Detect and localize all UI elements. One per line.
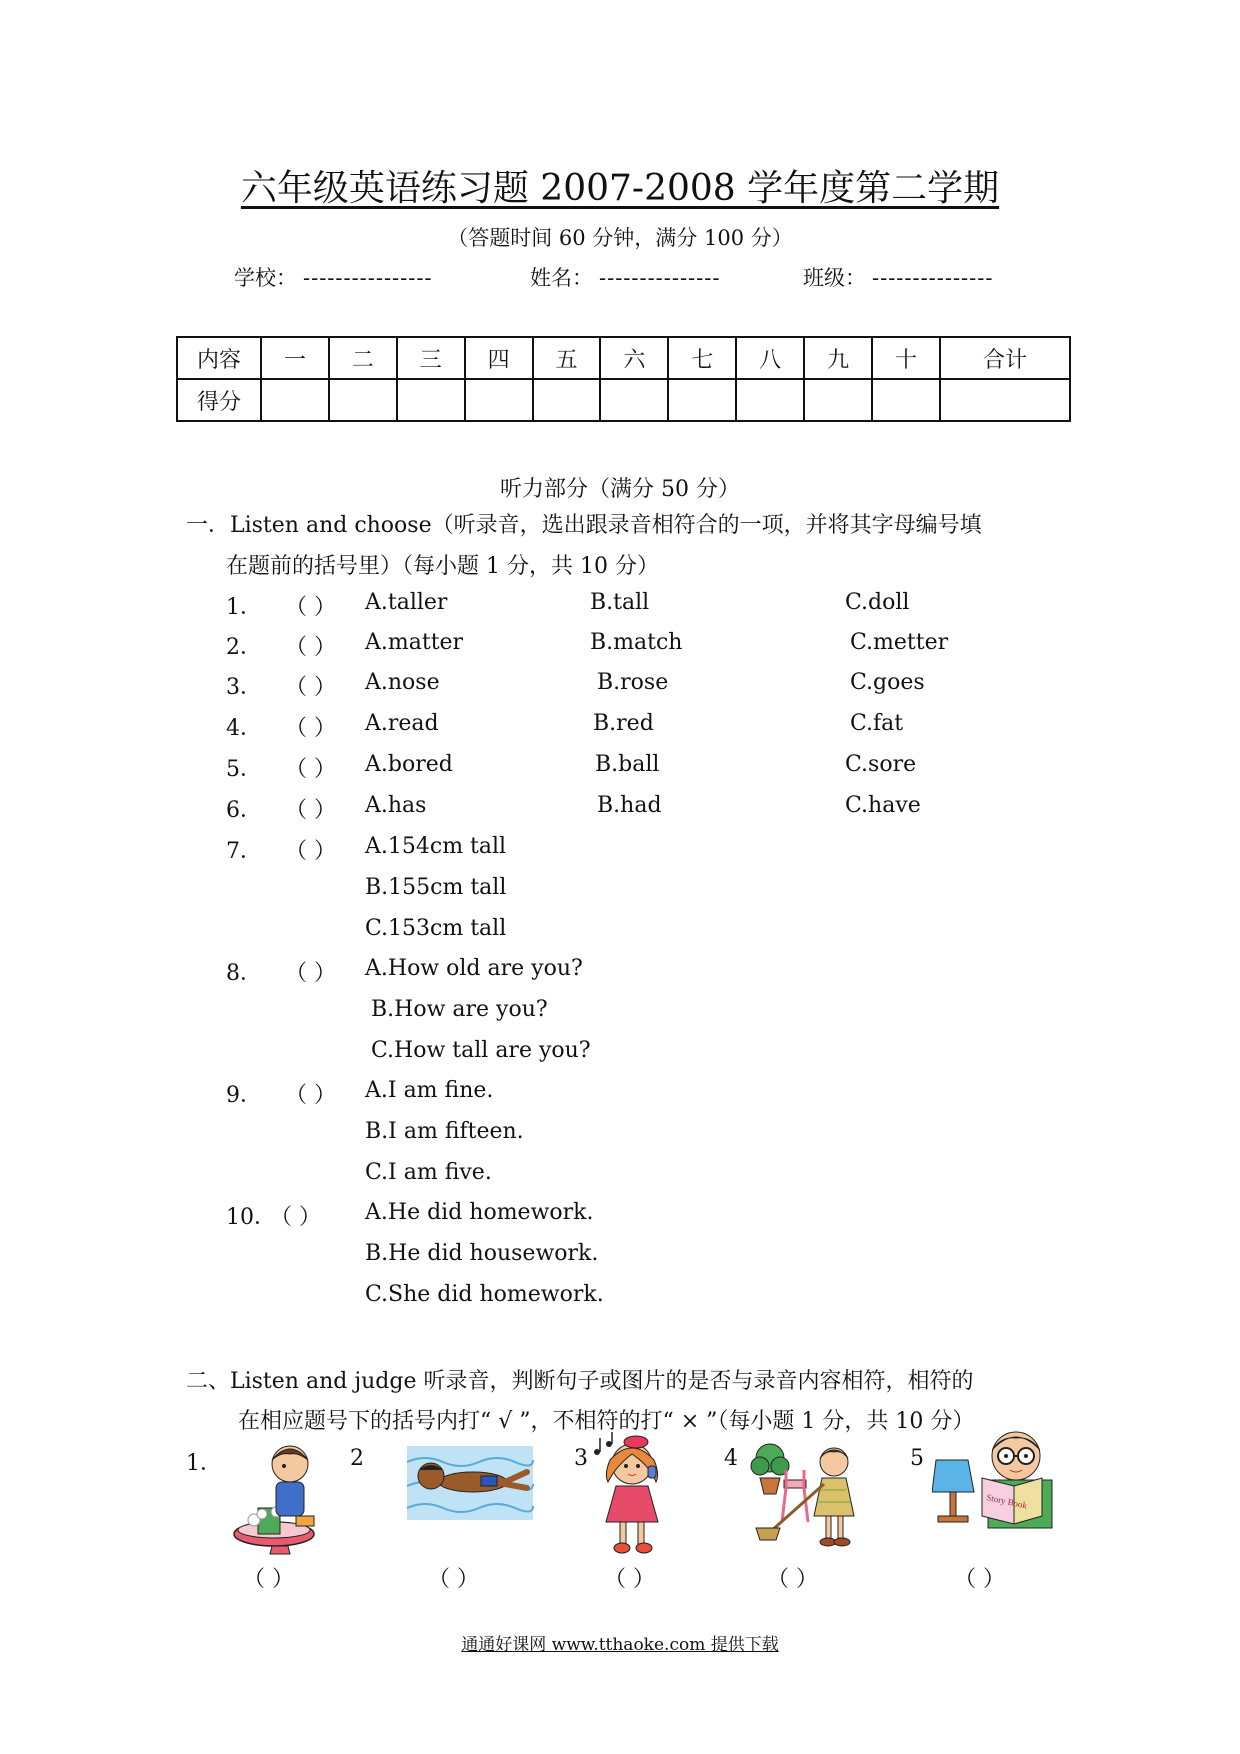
girl-listening-music-icon (586, 1430, 676, 1558)
answer-bracket[interactable]: （ ） (285, 675, 336, 700)
answer-bracket[interactable]: （ ） (285, 798, 336, 823)
picture-answer-bracket[interactable]: （ ） (243, 1567, 294, 1592)
score-header-cell: 一 (261, 337, 329, 379)
option-c: C.fat (850, 711, 904, 736)
score-table (176, 336, 1071, 422)
answer-bracket[interactable]: （ ） (285, 635, 336, 660)
score-header-cell: 七 (668, 337, 736, 379)
score-cell[interactable] (872, 379, 940, 421)
answer-bracket[interactable]: （ ） (285, 595, 336, 620)
question-number: 2． (226, 635, 262, 660)
question-number: 7． (226, 839, 262, 864)
option-c: C.have (845, 793, 921, 818)
exam-subtitle: （答题时间 60 分钟，满分 100 分） (447, 226, 793, 250)
picture-number: 4 (724, 1446, 738, 1471)
option-b: B.155cm tall (365, 875, 507, 900)
option-b: B.red (593, 711, 654, 736)
picture-number: 3 (574, 1446, 588, 1471)
option-a: A.I am fine. (365, 1078, 494, 1103)
answer-bracket[interactable]: （ ） (285, 961, 336, 986)
question-number: 8． (226, 961, 262, 986)
section2-instruction-line1: 二、Listen and judge 听录音，判断句子或图片的是否与录音内容相符，相符的 (186, 1369, 974, 1394)
score-header-cell: 五 (533, 337, 601, 379)
option-b: B.match (590, 630, 683, 655)
listening-section-title: 听力部分（满分 50 分） (500, 477, 740, 502)
option-c: C.sore (845, 752, 917, 777)
question-number: 1． (226, 595, 262, 620)
score-table-score-row (177, 379, 1070, 421)
option-c: C.goes (850, 670, 925, 695)
score-cell[interactable] (736, 379, 804, 421)
option-b: B.He did housework. (365, 1241, 599, 1266)
score-header-cell: 九 (804, 337, 872, 379)
picture-number: 5 (910, 1446, 924, 1471)
boy-washing-clothes-icon (232, 1438, 324, 1556)
option-b: B.I am fifteen. (365, 1119, 524, 1144)
score-cell[interactable] (397, 379, 465, 421)
answer-bracket[interactable]: （ ） (285, 757, 336, 782)
answer-bracket[interactable]: （ ） (285, 716, 336, 741)
picture-number: 2 (350, 1446, 364, 1471)
option-b: B.had (597, 793, 662, 818)
answer-bracket[interactable]: （ ） (285, 1083, 336, 1108)
boy-reading-storybook-icon (932, 1426, 1056, 1532)
option-a: A.bored (365, 752, 453, 777)
picture-answer-bracket[interactable]: （ ） (954, 1567, 1005, 1592)
score-header-cell: 四 (465, 337, 533, 379)
option-a: A.154cm tall (365, 834, 507, 859)
option-c: C.I am five. (365, 1160, 492, 1185)
section1-instruction-line1: 一．Listen and choose（听录音，选出跟录音相符合的一项，并将其字母编号填 (186, 513, 982, 538)
score-table-header-row (177, 337, 1070, 379)
question-number: 4． (226, 716, 262, 741)
score-header-cell: 合计 (940, 337, 1070, 379)
question-number: 10． (226, 1205, 276, 1230)
option-a: A.taller (365, 590, 448, 615)
score-header-cell: 六 (600, 337, 668, 379)
option-c: C.doll (845, 590, 910, 615)
girl-sweeping-floor-icon (746, 1440, 866, 1552)
option-a: A.has (365, 793, 427, 818)
boy-swimming-icon (405, 1442, 535, 1528)
score-cell[interactable] (261, 379, 329, 421)
score-header-cell: 内容 (177, 337, 261, 379)
score-cell[interactable] (600, 379, 668, 421)
score-header-cell: 八 (736, 337, 804, 379)
section2-instruction-line2: 在相应题号下的括号内打“ √ ”，不相符的打“ × ”（每小题 1 分，共 10 分） (238, 1409, 975, 1434)
option-b: B.ball (595, 752, 660, 777)
page-title: 六年级英语练习题 2007-2008 学年度第二学期 (240, 168, 1000, 209)
question-number: 6． (226, 798, 262, 823)
question-number: 5． (226, 757, 262, 782)
answer-bracket[interactable]: （ ） (270, 1205, 321, 1230)
score-header-cell: 十 (872, 337, 940, 379)
score-cell[interactable] (465, 379, 533, 421)
picture-answer-bracket[interactable]: （ ） (767, 1567, 818, 1592)
option-b: B.How are you? (371, 997, 548, 1022)
page-footer (0, 1630, 1240, 1655)
option-c: C.She did homework. (365, 1282, 604, 1307)
score-cell[interactable] (668, 379, 736, 421)
school-field: 学校： ---------------- (234, 266, 433, 290)
question-number: 9． (226, 1083, 262, 1108)
answer-bracket[interactable]: （ ） (285, 839, 336, 864)
option-a: A.How old are you? (365, 956, 583, 981)
name-field: 姓名： --------------- (530, 266, 721, 290)
footer-link[interactable]: 通通好课网 www.tthaoke.com 提供下载 (461, 1635, 779, 1655)
option-c: C.153cm tall (365, 916, 507, 941)
option-a: A.nose (365, 670, 440, 695)
picture-number: 1． (186, 1451, 222, 1476)
option-a: A.read (365, 711, 439, 736)
option-c: C.metter (850, 630, 949, 655)
score-cell[interactable] (940, 379, 1070, 421)
option-c: C.How tall are you? (371, 1038, 591, 1063)
picture-answer-bracket[interactable]: （ ） (604, 1567, 655, 1592)
score-row-label: 得分 (177, 379, 261, 421)
picture-answer-bracket[interactable]: （ ） (428, 1567, 479, 1592)
option-b: B.tall (590, 590, 650, 615)
score-cell[interactable] (533, 379, 601, 421)
option-a: A.matter (365, 630, 464, 655)
storybook-cover-text: Story Book (985, 1492, 1029, 1511)
section1-instruction-line2: 在题前的括号里）（每小题 1 分，共 10 分） (226, 554, 659, 579)
score-header-cell: 二 (329, 337, 397, 379)
score-cell[interactable] (804, 379, 872, 421)
option-b: B.rose (597, 670, 669, 695)
question-number: 3． (226, 675, 262, 700)
option-a: A.He did homework. (365, 1200, 594, 1225)
class-field: 班级： --------------- (803, 266, 994, 290)
score-cell[interactable] (329, 379, 397, 421)
score-header-cell: 三 (397, 337, 465, 379)
